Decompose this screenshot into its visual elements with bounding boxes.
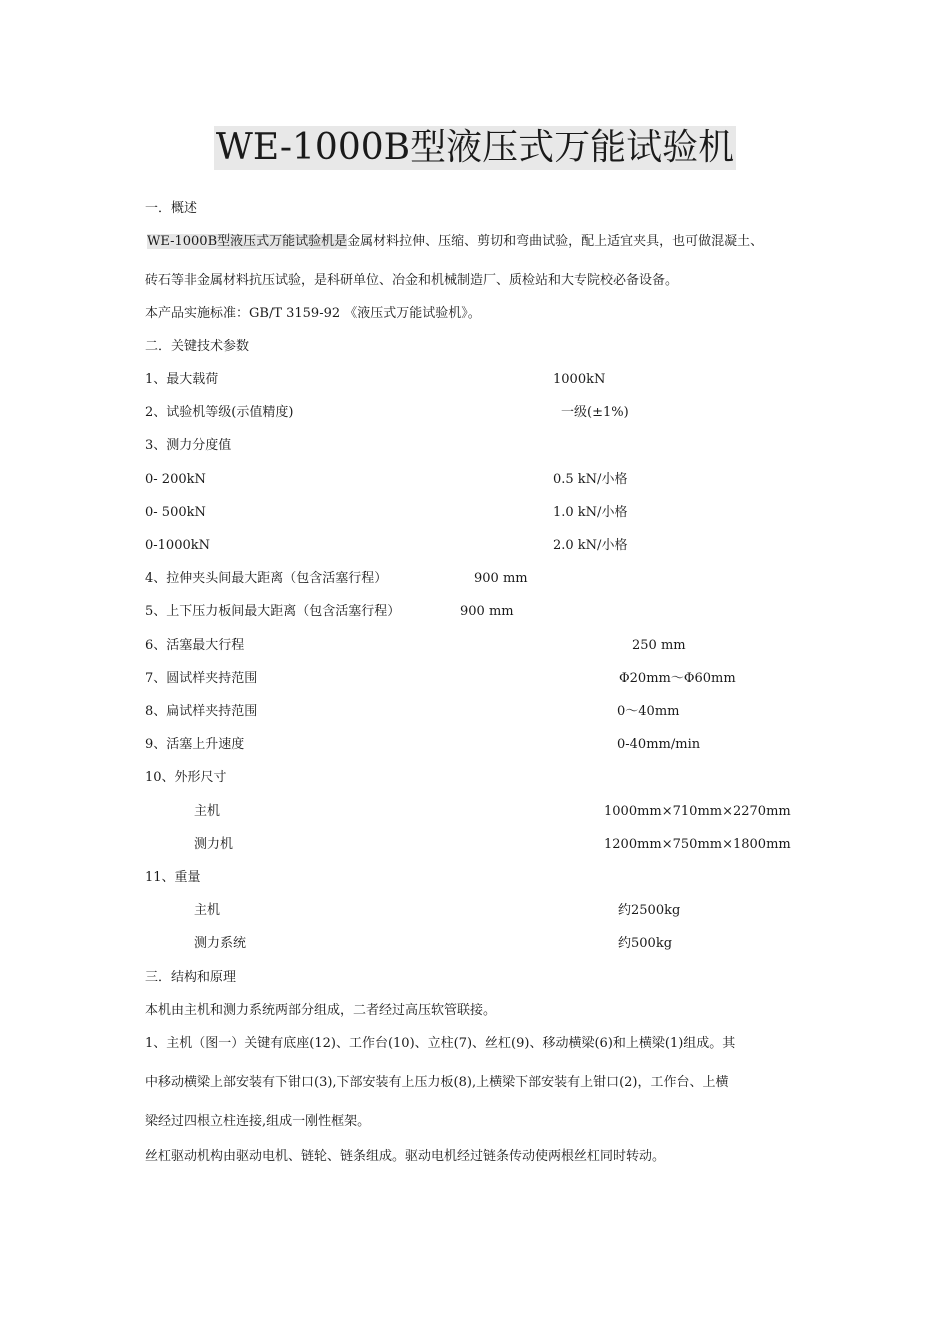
intro-rest: 金属材料拉伸、压缩、剪切和弯曲试验，配上适宜夹具，也可做混凝土、 — [347, 234, 764, 249]
param-label: 3、测力分度值 — [145, 438, 232, 453]
param-label: 8、扁试样夹持范围 — [145, 704, 258, 719]
param-value: 一级(±1%) — [561, 405, 629, 420]
param-value: 0-40mm/min — [617, 737, 701, 752]
param-label: 测力机 — [194, 837, 234, 852]
param-value: 1000kN — [553, 372, 606, 387]
intro-highlight: WE-1000B型液压式万能试验机是 — [147, 234, 348, 249]
param-value: 250 mm — [632, 638, 686, 653]
param-label: 11、重量 — [145, 870, 201, 885]
param-label: 主机 — [194, 903, 221, 918]
structure-paragraph-1: 本机由主机和测力系统两部分组成，二者经过高压软管联接。 — [145, 1003, 497, 1018]
structure-paragraph-3: 丝杠驱动机构由驱动电机、链轮、链条组成。驱动电机经过链条传动使两根丝杠同时转动。 — [145, 1149, 666, 1164]
param-value: Φ20mm～Φ60mm — [619, 671, 736, 686]
param-label: 4、拉伸夹头间最大距离（包含活塞行程） — [145, 571, 388, 586]
param-label: 9、活塞上升速度 — [145, 737, 245, 752]
intro-paragraph-line1 — [147, 233, 763, 251]
document-title: WE-1000B型液压式万能试验机 — [215, 127, 735, 168]
section-heading-overview: 一．概述 — [145, 201, 198, 216]
param-label: 2、试验机等级(示值精度) — [145, 405, 294, 420]
param-value: 约2500kg — [618, 903, 681, 918]
section-heading-params: 二．关键技术参数 — [145, 339, 250, 354]
param-value: 约500kg — [618, 936, 673, 951]
structure-paragraph-2-line2: 中移动横梁上部安装有下钳口(3),下部安装有上压力板(8),上横梁下部安装有上钳口(2)，工作台、上横 — [145, 1075, 729, 1090]
param-label: 5、上下压力板间最大距离（包含活塞行程） — [145, 604, 401, 619]
param-label: 0-1000kN — [145, 538, 210, 553]
param-label: 主机 — [194, 804, 221, 819]
param-label: 测力系统 — [194, 936, 247, 951]
structure-paragraph-2-line3: 梁经过四根立柱连接,组成一刚性框架。 — [145, 1114, 371, 1129]
param-label: 10、外形尺寸 — [145, 770, 227, 785]
title-container — [0, 126, 950, 170]
param-label: 6、活塞最大行程 — [145, 638, 245, 653]
structure-paragraph-2-line1: 1、主机（图一）关键有底座(12)、工作台(10)、立柱(7)、丝杠(9)、移动横梁(6)和上横梁(1)组成。其 — [145, 1036, 736, 1051]
param-value: 0.5 kN/小格 — [553, 472, 628, 487]
param-value: 1000mm×710mm×2270mm — [604, 804, 791, 819]
param-value: 1200mm×750mm×1800mm — [604, 837, 791, 852]
param-label: 1、最大载荷 — [145, 372, 219, 387]
intro-paragraph-line2: 砖石等非金属材料抗压试验，是科研单位、冶金和机械制造厂、质检站和大专院校必备设备。 — [145, 273, 679, 288]
param-value: 900 mm — [474, 571, 528, 586]
param-value: 2.0 kN/小格 — [553, 538, 628, 553]
param-value: 1.0 kN/小格 — [553, 505, 628, 520]
param-label: 0- 200kN — [145, 472, 206, 487]
param-label: 7、圆试样夹持范围 — [145, 671, 258, 686]
param-value: 900 mm — [460, 604, 514, 619]
param-value: 0～40mm — [617, 704, 680, 719]
section-heading-structure: 三．结构和原理 — [145, 970, 237, 985]
standard-line: 本产品实施标准：GB/T 3159-92 《液压式万能试验机》。 — [145, 306, 481, 321]
param-label: 0- 500kN — [145, 505, 206, 520]
